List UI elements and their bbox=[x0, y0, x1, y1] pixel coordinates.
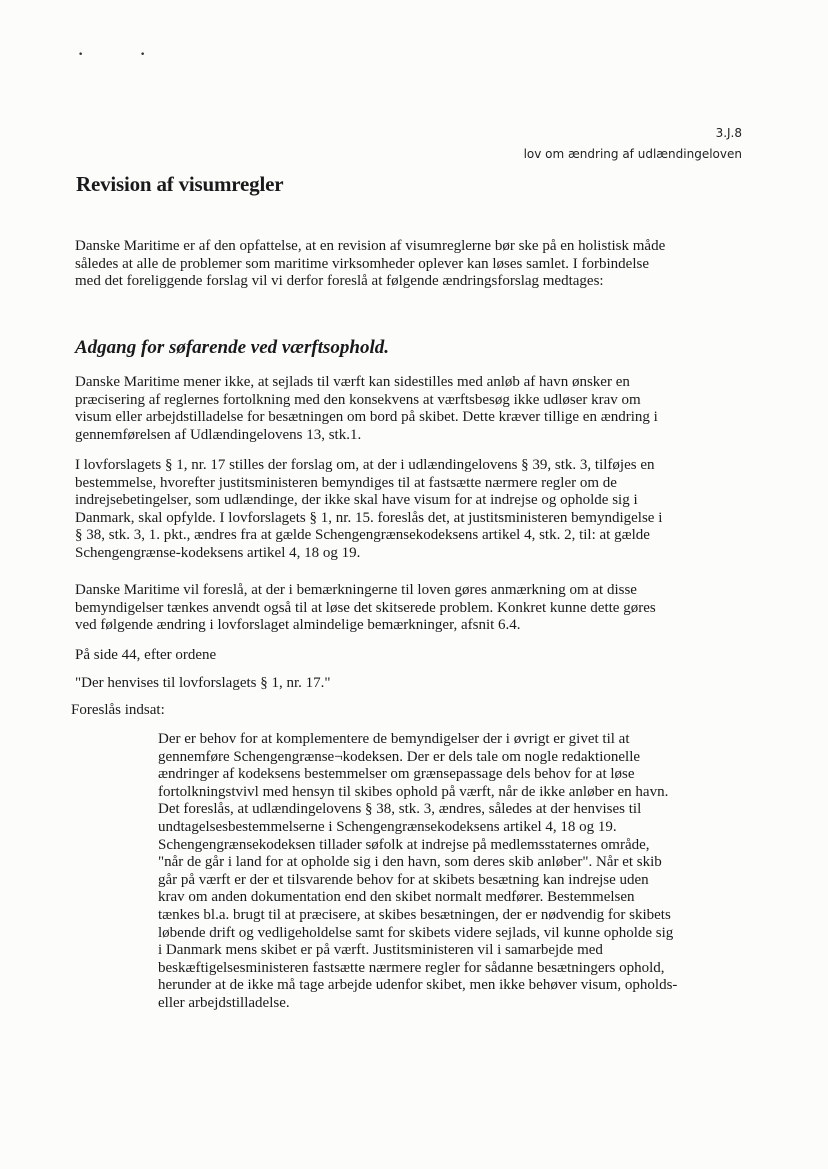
scan-speck: • bbox=[140, 50, 146, 60]
proposed-insert-text: Der er behov for at komplementere de bemyndigelser der i øvrigt er givet til at gennemføre Schengengrænse¬kodeksen. Der er dels tale om nogle redaktionelle ændringer af kodeksens bestemmelser om grænsepassage dels behov for at løse fortolkningstvivl med hensyn til skibes ophold på værft, når de ikke anløber en havn. Det foreslås, at udlændingelovens § 38, stk. 3, ændres, således at der henvises til undtagelsesbestemmelserne i Schengengrænsekodeksens artikel 4, 18 og 19. Schengengrænsekodeksen tillader søfolk at indrejse på medlemsstaternes område, "når de går i land for at opholde sig i den havn, som deres skib anløber". Når et skib går på værft er der et tilsvarende behov for at skibets besætning kan indrejse uden krav om anden dokumentation end den skibet normalt medfører. Bestemmelsen tænkes bl.a. brugt til at præcisere, at skibes besætningen, der er nødvendig for skibets løbende drift og vedligeholdelse samt for skibets videre sejlads, vil kunne opholde sig i Danmark mens skibet er på værft. Justitsministeren vil i samarbejde med beskæftigelsesministeren fastsætte nærmere regler for sådanne besætningers ophold, herunder at de ikke må tage arbejde udenfor skibet, men ikke behøver visum, opholds- eller arbejdstilladelse. bbox=[158, 731, 678, 1011]
document-header bbox=[524, 123, 742, 165]
page-reference-line: På side 44, efter ordene bbox=[75, 647, 217, 663]
paragraph-1: Danske Maritime mener ikke, at sejlads til værft kan sidestilles med anløb af havn ønsker en præcisering af reglernes fortolkning med den konsekvens at værftsbesøg ikke udløser krav om visum eller arbejdstilladelse for besætningen om bord på skibet. Dette kræver tillige en ændring i gennemførelsen af Udlændingelovens 13, stk.1. bbox=[75, 374, 658, 443]
section-heading: Adgang for søfarende ved værftsophold. bbox=[75, 337, 390, 358]
paragraph-3: Danske Maritime vil foreslå, at der i bemærkningerne til loven gøres anmærkning om at disse bemyndigelser tænkes anvendt også til at løse det skitserede problem. Konkret kunne dette gøres ved følgende ændring i lovforslaget almindelige bemærkninger, afsnit 6.4. bbox=[75, 582, 656, 634]
header-subtitle: lov om ændring af udlændingeloven bbox=[523, 147, 742, 161]
insert-label: Foreslås indsat: bbox=[71, 702, 165, 718]
quoted-reference-line: "Der henvises til lovforslagets § 1, nr. 17." bbox=[75, 675, 331, 691]
paragraph-2: I lovforslagets § 1, nr. 17 stilles der forslag om, at der i udlændingelovens § 39, stk. 3, tilføjes en bestemmelse, hvorefter justitsministeren bemyndiges til at fastsætte nærmere regler om de indrejsebetingelser, som udlændinge, der ikke skal have visum for at indrejse og opholde sig i Danmark, skal opfylde. I lovforslagets § 1, nr. 15. foreslås det, at justitsministeren bemyndigelse i § 38, stk. 3, 1. pkt., ændres fra at gælde Schengengrænsekodeksens artikel 4, stk. 2, til: at gælde Schengengrænse-kodeksens artikel 4, 18 og 19. bbox=[75, 457, 663, 561]
reference-number: 3.J.8 bbox=[715, 126, 742, 140]
scan-speck: • bbox=[78, 50, 84, 60]
intro-paragraph: Danske Maritime er af den opfattelse, at en revision af visumreglerne bør ske på en holistisk måde således at alle de problemer som maritime virksomheder oplever kan løses samlet. I forbindelse med det foreliggende forslag vil vi derfor foreslå at følgende ændringsforslag medtages: bbox=[75, 238, 666, 290]
page-title: Revision af visumregler bbox=[76, 172, 284, 196]
